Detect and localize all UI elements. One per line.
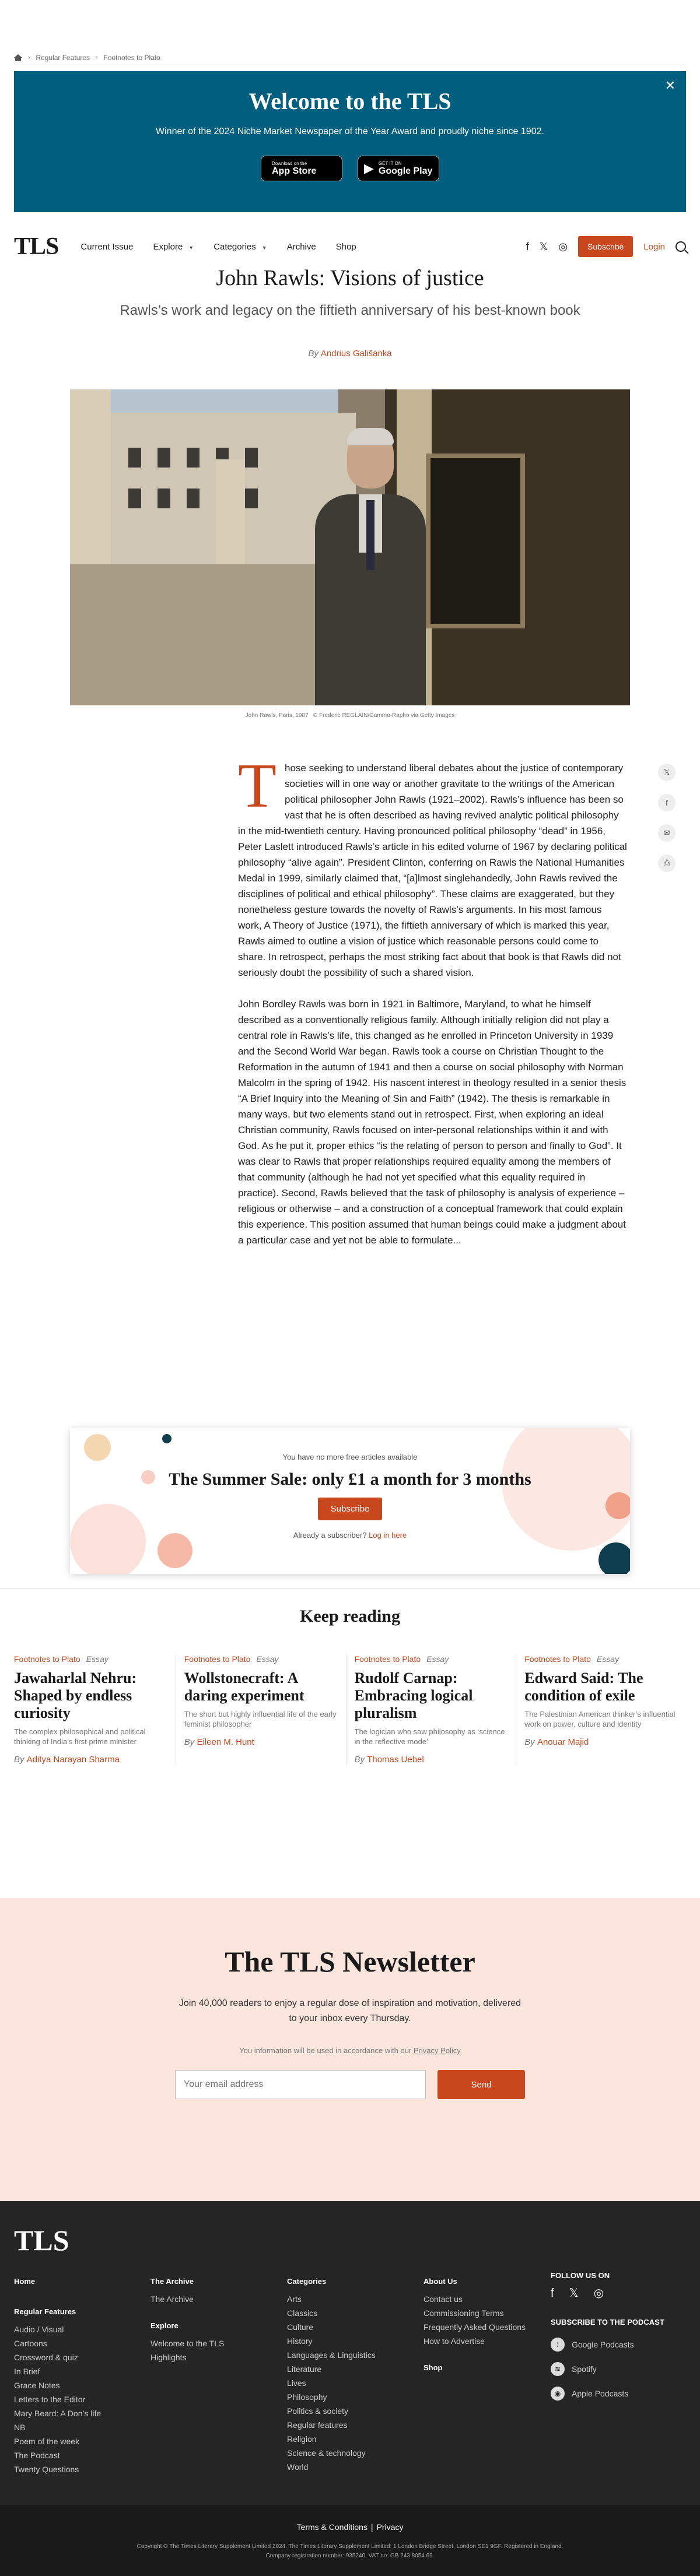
article-subtitle: Rawls’s work and legacy on the fiftieth anniversary of his best-known book (120, 303, 580, 318)
app-store-top: Download on the (272, 160, 307, 166)
footer-heading: The Archive (150, 2277, 194, 2286)
footer-link[interactable]: Classics (287, 2308, 318, 2318)
paywall (70, 1428, 630, 1574)
card-byline (14, 1755, 167, 1765)
main-nav (14, 232, 686, 261)
card-by: By (184, 1737, 195, 1747)
footer-heading: Explore (150, 2321, 178, 2330)
caption-text: John Rawls, Paris, 1987 (245, 712, 309, 719)
card-byline (184, 1737, 338, 1747)
nav-current-issue[interactable]: Current Issue (80, 241, 134, 252)
nav-categories-label: Categories (214, 241, 256, 252)
footer-link[interactable]: Lives (287, 2378, 306, 2388)
apple-podcasts-icon: ◉ (551, 2387, 565, 2401)
article-paragraph (238, 751, 628, 981)
footer-bottom (0, 2505, 700, 2576)
footer-instagram-icon[interactable]: ◎ (593, 2287, 604, 2300)
footer-link[interactable]: Religion (287, 2434, 317, 2444)
separator: | (370, 2522, 373, 2532)
footer-col-archive (150, 2275, 224, 2364)
chevron-down-icon: ▼ (261, 244, 267, 251)
x-icon[interactable]: 𝕏 (539, 240, 548, 252)
article-body (238, 751, 628, 1264)
footer-home[interactable]: Home (14, 2277, 36, 2286)
card-by: By (524, 1737, 535, 1747)
privacy-policy-link[interactable]: Privacy Policy (413, 2046, 461, 2055)
card-author[interactable]: Eileen M. Hunt (197, 1737, 254, 1747)
apple-podcasts-link[interactable] (551, 2387, 664, 2401)
footer-link[interactable]: Politics & society (287, 2406, 349, 2416)
google-podcasts-link[interactable] (551, 2338, 664, 2352)
footer-facebook-icon[interactable]: f (551, 2287, 554, 2300)
paywall-note: You have no more free articles available (282, 1453, 418, 1461)
card-category[interactable]: Footnotes to Plato (524, 1654, 591, 1664)
card-by: By (354, 1755, 365, 1765)
paywall-subscribe-button[interactable]: Subscribe (318, 1498, 383, 1520)
footer-link[interactable]: Twenty Questions (14, 2465, 79, 2474)
chevron-right-icon: › (96, 54, 98, 61)
google-play-icon: ▶ (364, 161, 374, 175)
footer-link[interactable]: Letters to the Editor (14, 2395, 86, 2404)
newsletter-section (0, 1898, 700, 2201)
podcast-label: Spotify (572, 2364, 597, 2374)
article-title: John Rawls: Visions of justice (216, 266, 484, 290)
card-title[interactable]: Wollstonecraft: A daring experiment (184, 1670, 304, 1704)
keep-reading-cards (14, 1654, 686, 1765)
card-type: Essay (86, 1654, 108, 1664)
footer-link[interactable]: How to Advertise (424, 2336, 485, 2346)
share-x-icon[interactable]: 𝕏 (658, 764, 676, 781)
google-play-button[interactable] (358, 156, 439, 181)
tls-logo[interactable]: TLS (14, 233, 59, 260)
spotify-link[interactable] (551, 2362, 664, 2376)
footer-link[interactable]: Mary Beard: A Don’s life (14, 2409, 102, 2418)
banner-title: Welcome to the TLS (249, 88, 452, 114)
article-paragraph: John Bordley Rawls was born in 1921 in Baltimore, Maryland, to what he himself described as a conventionally religious family. Although initially religion did not play a central role in Rawls’s life, this changed as he enrolled in Princeton University in 1939 and the Second World War began. Rawls took a course on Christian Thought to the Reformation in the autumn of 1941 and then a course on social philosophy with Norman Malcolm in the spring of 1942. His nascent interest in theology resulted in a senior thesis “A Brief Inquiry into the Meaning of Sin and Faith” (1942). The thesis is remarkable in many ways, but two elements stand out in retrospect. First, when exploring an ideal Christian community, Rawls focused on inter-personal relationships within it and with God. As he put it, proper ethics “is the relating of person to person and finally to God”. It was clear to Rawls that proper relationships required equality among the members of that community (although he had not yet specified what this equality required in practice). Second, Rawls believed that the task of philosophy is analysis of experience – religious or otherwise – and a construction of a conceptual framework that could explain this experience. This position assumed that human beings could make a judgment about a particular case and yet not be able to formulate... (238, 999, 626, 1246)
footer-link[interactable]: Languages & Linguistics (287, 2350, 376, 2360)
footer-link[interactable]: Cartoons (14, 2339, 47, 2348)
related-article-card[interactable] (346, 1654, 517, 1765)
card-author[interactable]: Anouar Majid (537, 1737, 589, 1747)
author-link[interactable]: Andrius Gališanka (320, 349, 392, 359)
footer-link[interactable]: Contact us (424, 2294, 463, 2304)
footer-col-social (551, 2269, 664, 2411)
paywall-headline: The Summer Sale: only £1 a month for 3 months (169, 1470, 531, 1489)
footer-link[interactable]: Culture (287, 2322, 314, 2332)
card-by: By (14, 1755, 24, 1765)
footer-heading: FOLLOW US ON (551, 2271, 610, 2280)
podcast-label: Google Podcasts (572, 2340, 634, 2349)
footer-col-about (424, 2275, 526, 2378)
footer-link[interactable]: Highlights (150, 2353, 187, 2362)
card-category[interactable]: Footnotes to Plato (354, 1654, 421, 1664)
facebook-icon[interactable]: f (526, 240, 529, 252)
chevron-down-icon: ▼ (188, 244, 194, 251)
portrait-figure (315, 430, 426, 705)
related-article-card[interactable] (14, 1654, 176, 1765)
footer-heading: SUBSCRIBE TO THE PODCAST (551, 2318, 664, 2327)
byline (0, 349, 700, 359)
google-podcasts-icon: ⁞ (551, 2338, 565, 2352)
card-title[interactable]: Edward Said: The condition of exile (524, 1670, 643, 1704)
image-caption (0, 712, 700, 719)
print-icon[interactable]: ⎙ (658, 855, 676, 872)
footer-link[interactable]: Frequently Asked Questions (424, 2322, 526, 2332)
footer-link[interactable]: Regular features (287, 2420, 348, 2430)
copyright-text: Copyright © The Times Literary Supplement Limited 2024. The Times Literary Supplement Limited: 1 London Bridge Street, London SE1 9GF. Registered in England. (136, 2543, 564, 2550)
divider (0, 1588, 700, 1589)
google-play-top: GET IT ON (378, 160, 402, 166)
app-store-label: App Store (272, 166, 317, 176)
footer-link[interactable]: Grace Notes (14, 2381, 60, 2390)
card-type: Essay (426, 1654, 449, 1664)
footer-heading: Categories (287, 2277, 327, 2286)
footer-col-home (14, 2275, 101, 2476)
company-text: Company registration number: 935240. VAT no: GB 243 8054 69. (265, 2553, 435, 2559)
keep-reading-title: Keep reading (300, 1607, 400, 1626)
card-author[interactable]: Thomas Uebel (367, 1755, 424, 1765)
login-here-link[interactable]: Log in here (369, 1531, 407, 1540)
breadcrumb (14, 50, 686, 65)
app-store-button[interactable] (261, 156, 342, 181)
footer-shop[interactable]: Shop (424, 2363, 443, 2372)
footer-link[interactable]: The Podcast (14, 2451, 60, 2460)
newsletter-send-button[interactable]: Send (438, 2070, 525, 2099)
card-byline (355, 1755, 508, 1765)
newsletter-text: Join 40,000 readers to enjoy a regular dose of inspiration and motivation, delivered to your inbox every Thursday. (178, 1998, 522, 2023)
related-article-card[interactable] (176, 1654, 346, 1765)
footer-link[interactable]: Literature (287, 2364, 322, 2374)
hero-image (70, 389, 630, 705)
footer-link[interactable]: The Archive (150, 2294, 194, 2304)
share-email-icon[interactable]: ✉ (658, 824, 676, 842)
footer-heading: About Us (424, 2277, 457, 2286)
card-description: The Palestinian American thinker’s influential work on power, culture and identity (524, 1710, 676, 1728)
nav-explore-label: Explore (153, 241, 183, 252)
paywall-already (70, 1531, 630, 1540)
card-author[interactable]: Aditya Narayan Sharma (26, 1755, 120, 1765)
newsletter-email-input[interactable] (175, 2070, 426, 2099)
login-link[interactable]: Login (643, 241, 665, 252)
footer-link[interactable]: Arts (287, 2294, 302, 2304)
dropcap: T (238, 751, 276, 821)
footer-col-categories (287, 2275, 376, 2474)
footer-link[interactable]: Poem of the week (14, 2437, 80, 2446)
nav-categories[interactable] (214, 242, 267, 252)
newsletter-title: The TLS Newsletter (225, 1945, 475, 1978)
footer-link[interactable]: Crossword & quiz (14, 2353, 78, 2362)
card-byline (524, 1737, 678, 1747)
footer-x-icon[interactable]: 𝕏 (569, 2287, 579, 2300)
spotify-icon: ≋ (551, 2362, 565, 2376)
card-title[interactable]: Jawaharlal Nehru: Shaped by endless curiosity (14, 1670, 137, 1721)
chevron-right-icon: › (28, 54, 30, 61)
footer (0, 2201, 700, 2576)
article-fade (238, 1282, 628, 1411)
footer-link[interactable]: World (287, 2462, 309, 2472)
footer-heading: Regular Features (14, 2307, 76, 2316)
newsletter-privacy (0, 2046, 700, 2055)
related-article-card[interactable] (516, 1654, 686, 1765)
footer-link[interactable]: Philosophy (287, 2392, 327, 2402)
byline-by: By (308, 349, 318, 359)
home-icon[interactable] (14, 54, 22, 61)
podcast-label: Apple Podcasts (572, 2389, 629, 2398)
share-facebook-icon[interactable]: f (658, 794, 676, 811)
share-rail (658, 764, 676, 872)
card-description: The short but highly influential life of the early feminist philosopher (184, 1710, 337, 1728)
instagram-icon[interactable]: ◎ (558, 240, 568, 252)
subscribe-button[interactable]: Subscribe (578, 236, 633, 257)
privacy-text: You information will be used in accordance with our (239, 2046, 412, 2055)
google-play-label: Google Play (378, 166, 433, 176)
card-title[interactable]: Rudolf Carnap: Embracing logical pluralism (354, 1670, 473, 1721)
welcome-banner (14, 71, 686, 212)
card-category[interactable]: Footnotes to Plato (14, 1654, 80, 1664)
card-description: The logician who saw philosophy as ‘science in the reflective mode’ (354, 1727, 505, 1746)
terms-link[interactable]: Terms & Conditions (296, 2522, 368, 2532)
footer-link[interactable]: Commissioning Terms (424, 2308, 504, 2318)
banner-text: Winner of the 2024 Niche Market Newspaper of the Year Award and proudly niche since 1902. (156, 126, 544, 136)
card-type: Essay (256, 1654, 279, 1664)
breadcrumb-footnotes-to-plato[interactable]: Footnotes to Plato (103, 53, 160, 62)
nav-explore[interactable] (153, 242, 194, 252)
footer-link[interactable]: Audio / Visual (14, 2325, 64, 2334)
card-category[interactable]: Footnotes to Plato (184, 1654, 251, 1664)
card-type: Essay (596, 1654, 620, 1664)
nav-archive[interactable]: Archive (286, 241, 316, 252)
footer-link[interactable]: Welcome to the TLS (150, 2339, 225, 2348)
footer-link[interactable]: NB (14, 2423, 26, 2432)
footer-link[interactable]: Science & technology (287, 2448, 366, 2458)
privacy-link[interactable]: Privacy (376, 2522, 404, 2532)
footer-link[interactable]: History (287, 2336, 313, 2346)
already-text: Already a subscriber? (293, 1531, 367, 1540)
footer-link[interactable]: In Brief (14, 2367, 40, 2376)
footer-logo[interactable]: TLS (14, 2224, 69, 2257)
card-description: The complex philosophical and political thinking of India’s first prime minister (14, 1727, 146, 1746)
caption-credit: © Frederic REGLAIN/Gamma-Rapho via Getty Images (313, 712, 455, 719)
paragraph-text: hose seeking to understand liberal debates about the justice of contemporary societies will in one way or another gravitate to the writings of the American political philosopher John Rawls (1921–2002). Rawls’s influence has been so vast that he is often described as having revived analytic political philosophy in the mid-twentieth century. Having pronounced political philosophy “dead” in 1956, Peter Laslett introduced Rawls’s article in his edited volume of 1967 by declaring political philosophy “alive again”. President Clinton, conferring on Rawls the National Humanities Medal in 1999, similarly claimed that, “[a]lmost singlehandedly, John Rawls revived the disciplines of political and ethical philosophy”. These claims are exaggerated, but they nonetheless gesture towards the novelty of Rawls’s arguments. In his most famous work, A Theory of Justice (1971), the fiftieth anniversary of which is marked this year, Rawls aimed to outline a vision of justice which reasonable persons could come to share. In retrospect, perhaps the most striking fact about that book is that Rawls did not seriously doubt the possibility of such a shared vision. (238, 762, 627, 978)
nav-shop[interactable]: Shop (335, 241, 356, 252)
search-icon[interactable] (676, 241, 686, 252)
breadcrumb-regular-features[interactable]: Regular Features (36, 53, 90, 62)
close-icon[interactable]: ✕ (664, 78, 676, 93)
